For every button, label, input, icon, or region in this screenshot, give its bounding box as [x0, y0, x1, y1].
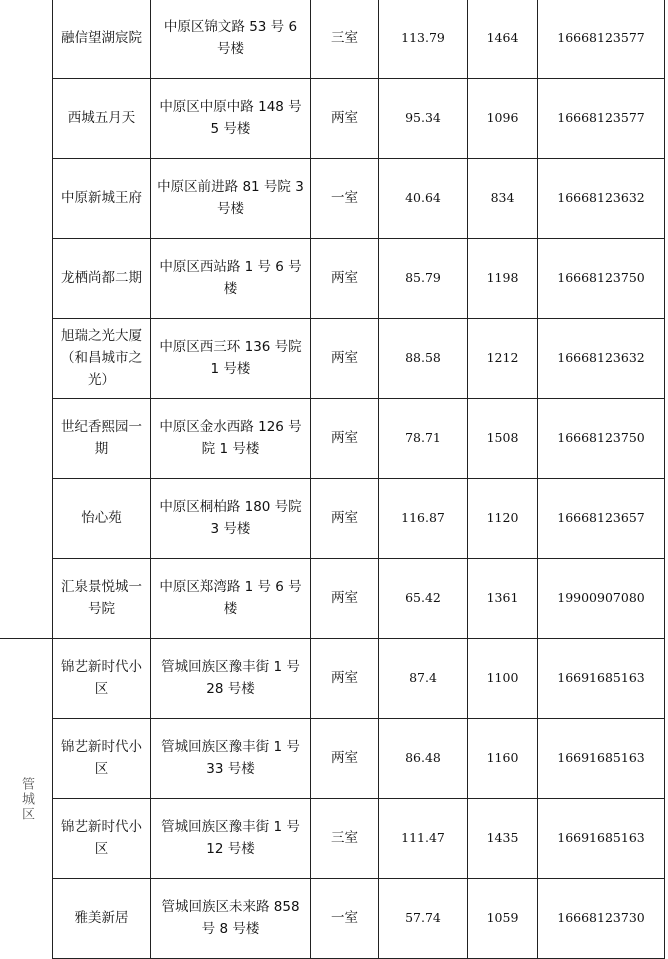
cell-area: 40.64: [405, 190, 441, 205]
cell-name: 怡心苑: [81, 510, 122, 526]
cell-address: 管城回族区豫丰街 1 号 12 号楼: [161, 819, 300, 857]
column-divider: [664, 0, 665, 959]
cell-phone: 16668123750: [557, 270, 645, 285]
district-label: 管城区: [19, 777, 34, 822]
cell-address: 中原区前进路 81 号院 3 号楼: [157, 179, 304, 217]
cell-area: 116.87: [401, 510, 445, 525]
cell-address: 中原区锦文路 53 号 6 号楼: [163, 19, 298, 57]
cell-name: 锦艺新时代小区: [61, 659, 142, 697]
cell-address: 中原区西三环 136 号院 1 号楼: [159, 339, 302, 377]
cell-phone: 16668123657: [557, 510, 645, 525]
cell-area: 85.79: [405, 270, 441, 285]
cell-name: 融信望湖宸院: [61, 30, 142, 46]
cell-phone: 16668123632: [557, 350, 645, 365]
cell-area: 86.48: [405, 750, 441, 765]
cell-address: 管城回族区未来路 858 号 8 号楼: [161, 899, 300, 937]
cell-phone: 19900907080: [557, 590, 645, 605]
district-label: [0, 0, 52, 640]
cell-area: 113.79: [401, 30, 445, 45]
cell-rooms: 两室: [331, 670, 358, 686]
cell-phone: 16668123730: [557, 910, 645, 925]
cell-rooms: 两室: [331, 590, 358, 606]
cell-phone: 16691685163: [557, 670, 645, 685]
cell-rent: 1464: [486, 30, 519, 45]
cell-rooms: 三室: [331, 830, 358, 846]
cell-phone: 16691685163: [557, 830, 645, 845]
cell-address: 中原区中原中路 148 号 5 号楼: [159, 99, 302, 137]
cell-rooms: 一室: [331, 190, 358, 206]
cell-rent: 1120: [486, 510, 519, 525]
cell-name: 汇泉景悦城一号院: [61, 579, 142, 617]
cell-name: 西城五月天: [67, 110, 136, 126]
cell-name: 中原新城王府: [61, 190, 142, 206]
cell-address: 管城回族区豫丰街 1 号 33 号楼: [161, 739, 300, 777]
cell-rent: 1059: [486, 910, 519, 925]
cell-rooms: 两室: [331, 750, 358, 766]
cell-address: 中原区郑湾路 1 号 6 号楼: [159, 579, 302, 617]
cell-phone: 16691685163: [557, 750, 645, 765]
cell-rooms: 三室: [331, 30, 358, 46]
cell-name: 锦艺新时代小区: [61, 739, 142, 777]
cell-address: 中原区桐柏路 180 号院 3 号楼: [159, 499, 302, 537]
cell-rooms: 两室: [331, 350, 358, 366]
cell-rent: 1435: [486, 830, 519, 845]
cell-rent: 1508: [486, 430, 519, 445]
cell-name: 世纪香熙园一期: [61, 419, 142, 457]
cell-rooms: 两室: [331, 430, 358, 446]
cell-rooms: 两室: [331, 510, 358, 526]
cell-name: 雅美新居: [74, 910, 129, 926]
cell-phone: 16668123632: [557, 190, 645, 205]
cell-area: 88.58: [405, 350, 441, 365]
cell-area: 78.71: [405, 430, 441, 445]
cell-rent: 1160: [486, 750, 519, 765]
cell-phone: 16668123577: [557, 110, 645, 125]
cell-name: 旭瑞之光大厦（和昌城市之光）: [61, 328, 142, 388]
cell-rent: 1212: [486, 350, 519, 365]
cell-area: 95.34: [405, 110, 441, 125]
cell-name: 龙栖尚都二期: [61, 270, 142, 286]
cell-area: 57.74: [405, 910, 441, 925]
cell-rent: 1198: [486, 270, 519, 285]
cell-phone: 16668123577: [557, 30, 645, 45]
cell-address: 中原区金水西路 126 号院 1 号楼: [159, 419, 302, 457]
cell-rent: 1096: [486, 110, 519, 125]
cell-rent: 1361: [486, 590, 519, 605]
cell-phone: 16668123750: [557, 430, 645, 445]
cell-rooms: 一室: [331, 910, 358, 926]
cell-rooms: 两室: [331, 110, 358, 126]
cell-address: 管城回族区豫丰街 1 号 28 号楼: [161, 659, 300, 697]
cell-area: 65.42: [405, 590, 441, 605]
cell-address: 中原区西站路 1 号 6 号楼: [159, 259, 302, 297]
cell-rent: 1100: [486, 670, 519, 685]
cell-rent: 834: [490, 190, 515, 205]
cell-area: 87.4: [409, 670, 437, 685]
cell-name: 锦艺新时代小区: [61, 819, 142, 857]
cell-area: 111.47: [401, 830, 445, 845]
cell-rooms: 两室: [331, 270, 358, 286]
